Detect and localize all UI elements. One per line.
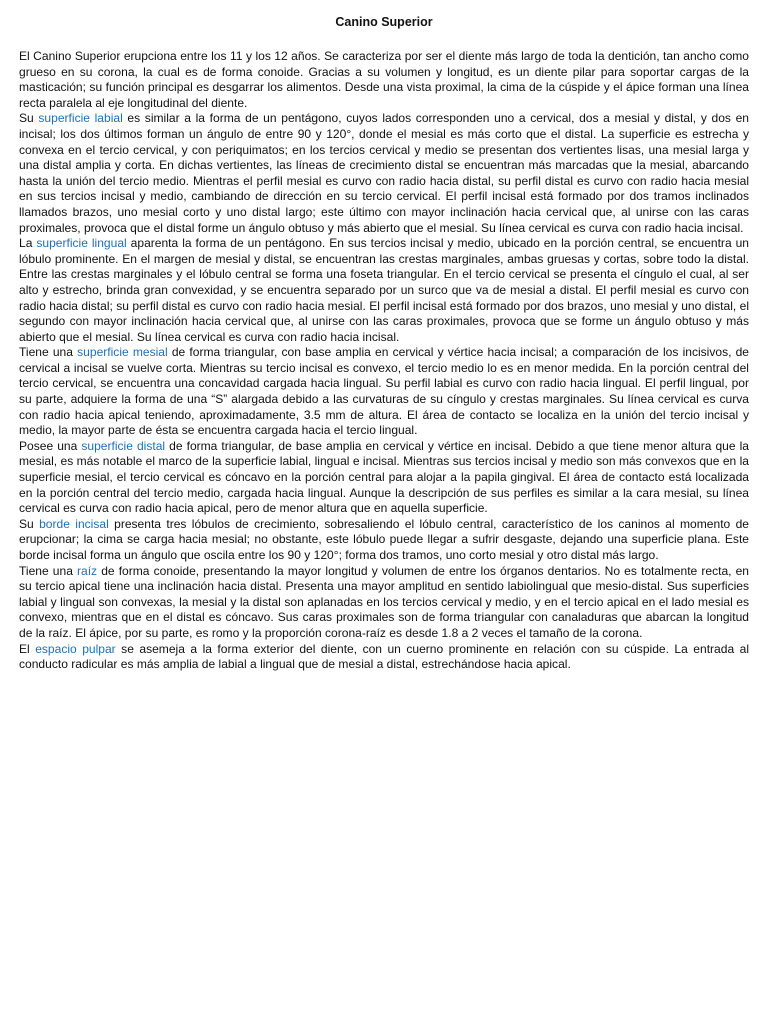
term-superficie-lingual: superficie lingual: [36, 236, 127, 251]
paragraph-body-text: presenta tres lóbulos de crecimiento, sobresaliendo el lóbulo central, característico de los caninos al momento de erupcionar; la cima se carga hacia mesial; no obstante, este lóbulo puede llegar a sufrir desgaste, dejando una superficie plana. Este borde incisal forma un ángulo que oscila entre los 90 y 120°; forma dos tramos, uno corto mesial y otro distal más largo.: [19, 516, 750, 562]
paragraph-lead-text: Su: [19, 516, 40, 531]
paragraph-lead-text: Tiene una: [19, 563, 77, 578]
paragraph-lead-text: Tiene una: [19, 345, 78, 360]
paragraph-incisal-edge: [19, 517, 749, 564]
paragraph-pulp-space: [19, 642, 749, 673]
document-title: Canino Superior: [335, 15, 433, 29]
term-espacio-pulpar: espacio pulpar: [35, 641, 116, 656]
term-superficie-mesial: superficie mesial: [77, 345, 168, 360]
paragraph-lead-text: Su: [19, 111, 39, 126]
paragraph-body-text: aparenta la forma de un pentágono. En sus tercios incisal y medio, ubicado en la porción central, se encuentra un lóbulo prominente. En el margen de mesial y distal, se encuentran las crestas marginales, ambas gruesas y cortas, sobre todo la distal. Entre las crestas marginales y el lóbulo central se forma una foseta triangular. En el tercio cervical se presenta el cíngulo el cual, al ser alto y estrecho, brinda gran convexidad, y se encuentra separado por un surco que va de mesial a distal. El perfil mesial es curvo con radio hacia distal; su perfil distal es curvo con radio hacia mesial. El perfil incisal está formado por dos brazos, uno mesial y uno distal, el segundo con mayor inclinación hacia cervical que, al unirse con las caras proximales, provoca que se forme un ángulo obtuso y más abierto que el mesial. Su línea cervical es curva con radio hacia incisal.: [19, 236, 750, 344]
paragraph-body-text: de forma conoide, presentando la mayor longitud y volumen de entre los órganos dentarios. No es totalmente recta, en su tercio apical tiene una inclinación hacia distal. Presenta una mayor amplitud en sentido labiolingual que mesio-distal. Sus superficies labial y lingual son convexas, la mesial y la distal son aplanadas en los tercios cervical y medio, y en el tercio apical en el lado mesial es convexo, mientras que en el distal es cóncavo. Sus caras proximales son de forma triangular con canaladuras que abarcan la longitud de la raíz. El ápice, por su parte, es romo y la proporción corona-raíz es desde 1.8 a 2 veces el tamaño de la corona.: [19, 563, 749, 640]
paragraph-root: [19, 564, 749, 642]
term-borde-incisal: borde incisal: [39, 516, 109, 531]
term-superficie-labial: superficie labial: [38, 111, 123, 126]
term-raiz: raíz: [77, 563, 98, 578]
paragraph-body-text: se asemeja a la forma exterior del diente, con un cuerno prominente en relación con su cúspide. La entrada al conducto radicular es más amplia de labial a lingual que de mesial a distal, estrechándose hacia apical.: [19, 641, 750, 672]
document-page: [19, 14, 749, 673]
paragraph-distal-surface: [19, 439, 749, 517]
paragraph-body-text: es similar a la forma de un pentágono, cuyos lados corresponden uno a cervical, dos a mesial y distal, y dos en incisal; los dos últimos forman un ángulo de entre 90 y 120°, donde el mesial es más corto que el distal. La superficie es estrecha y convexa en el tercio cervical, y con periquimatos; en los tercios cervical y medio se presentan dos vertientes lisas, una mesial larga y una distal amplia y corta. En dichas vertientes, las líneas de crecimiento distal se encuentran más marcadas que la mesial, abarcando hasta la unión del tercio medio. Mientras el perfil mesial es curvo con radio hacia distal, su perfil distal es curvo con radio hacia mesial en sus tercios incisal y medio, cambiando de dirección en su tercio cervical. El perfil incisal está formado por dos tramos inclinados llamados brazos, uno mesial corto y uno distal largo; este último con mayor inclinación hacia cervical que, al unirse con las caras proximales, provoca que el distal forme un ángulo obtuso y más abierto que el mesial. Su línea cervical es curva con radio hacia incisal.: [19, 111, 749, 235]
paragraph-labial-surface: [19, 111, 749, 236]
paragraph-introduction: [19, 49, 749, 111]
term-superficie-distal: superficie distal: [81, 438, 166, 453]
paragraph-body-text: de forma triangular, con base amplia en cervical y vértice hacia incisal; a comparación de los incisivos, de cervical a incisal se vuelve corta. Mientras su tercio incisal es convexo, el tercio medio lo es en menor medida. En la porción central del tercio cervical, se encuentra una concavidad cargada hacia lingual. Su perfil labial es curvo con radio hacia lingual. El perfil lingual, por su parte, adquiere la forma de una “S” alargada debido a las curvaturas de su cíngulo y crestas marginales. Su línea cervical es curva con radio hacia apical teniendo, aproximadamente, 3.5 mm de altura. El área de contacto se localiza en la unión del tercio incisal y medio, la mayor parte de ésta se encuentra cargada hacia el tercio lingual.: [19, 345, 750, 438]
paragraph-lingual-surface: [19, 236, 749, 345]
paragraph-lead-text: El: [19, 641, 36, 656]
paragraph-lead-text: Posee una: [19, 438, 82, 453]
paragraph-lead-text: La: [19, 236, 37, 251]
paragraph-mesial-surface: [19, 345, 749, 439]
paragraph-text: El Canino Superior erupciona entre los 11 y los 12 años. Se caracteriza por ser el diente más largo de toda la dentición, tan ancho como grueso en su corona, la cual es de forma conoide. Gracias a su volumen y longitud, es un diente pilar para soportar cargas de la masticación; su función principal es desgarrar los alimentos. Desde una vista proximal, la cima de la cúspide y el ápice forman una línea recta paralela al eje longitudinal del diente.: [19, 49, 749, 110]
paragraph-body-text: de forma triangular, de base amplia en cervical y vértice en incisal. Debido a que tiene menor altura que la mesial, es más notable el marco de la superficie labial, lingual e incisal. Mientras sus tercios incisal y medio son más convexos que en la superficie mesial, el tercio cervical es cóncavo en la porción central para alojar a la papila gingival. El área de contacto está localizada en la porción central del tercio medio, cargada hacia lingual. Aunque la descripción de sus perfiles es similar a la cara mesial, su línea cervical es curva con radio hacia apical, pero de menor altura que en aquella superficie.: [19, 438, 749, 516]
